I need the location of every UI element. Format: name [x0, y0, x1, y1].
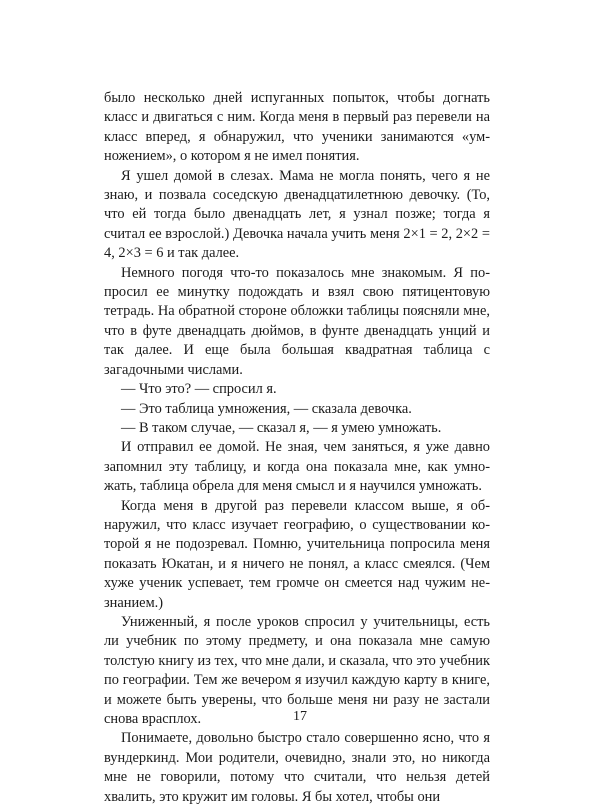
- paragraph-2: Я ушел домой в слезах. Мама не могла понять, чего я не знаю, и позвала соседскую двенадцатилетнюю девочку. (То, что ей тогда было двенадцать лет, я узнал позже; тогда я считал ее взрослой.) Девочка начала учить меня 2×1 = 2, 2×2 = 4, 2×3 = 6 и так далее.: [104, 167, 490, 262]
- dialogue-line-2: — Это таблица умножения, — сказала девочка.: [121, 400, 412, 417]
- paragraph-4: И отправил ее домой. Не зная, чем заняться, я уже давно запомнил эту таблицу, и когда она показала мне, как умножать, таблица обрела для меня смысл и я научился умножать.: [104, 439, 490, 495]
- paragraph-3: Немного погодя что-то показалось мне знакомым. Я попросил ее минутку подождать и взял свою пятицентовую тетрадь. На обратной стороне обложки таблицы поясняли мне, что в футе двенадцать дюймов, в фунте двенадцать унций и так далее. И еще была большая квадратная таблица с загадочными числами.: [104, 264, 490, 378]
- paragraph-6: Униженный, я после уроков спросил у учительницы, есть ли учебник по этому предмету, и она показала мне самую толстую книгу из тех, что мне дали, и сказала, что это учебник по географии. Тем же вечером я изучил каждую карту в книге, и можете быть уверены, что больше меня ни разу не застали снова врасплох.: [104, 613, 490, 727]
- dialogue-line-3: — В таком случае, — сказал я, — я умею умножать.: [121, 419, 442, 436]
- paragraph-5: Когда меня в другой раз перевели классом выше, я обнаружил, что класс изучает географию, о существовании которой я не подозревал. Помню, учительница попросила меня показать Юкатан, и я ничего не понял, а класс смеялся. (Чем хуже ученик успевает, тем громче он смеется над чужим незнанием.): [104, 497, 490, 611]
- body-text: [104, 89, 490, 807]
- paragraph-7: Понимаете, довольно быстро стало совершенно ясно, что я вундеркинд. Мои родители, очевидно, знали это, но никогда мне не говорили, потому что считали, что нельзя детей хвалить, это кружит им головы. Я бы хотел, чтобы они: [104, 730, 490, 805]
- page-number: 17: [293, 709, 307, 724]
- dialogue-line-1: — Что это? — спросил я.: [121, 381, 277, 398]
- paragraph-1: было несколько дней испуганных попыток, чтобы догнать класс и двигаться с ним. Когда меня в первый раз перевели на класс вперед, я обнаружил, что ученики занимаются «умножением», о котором я не имел понятия.: [104, 90, 490, 165]
